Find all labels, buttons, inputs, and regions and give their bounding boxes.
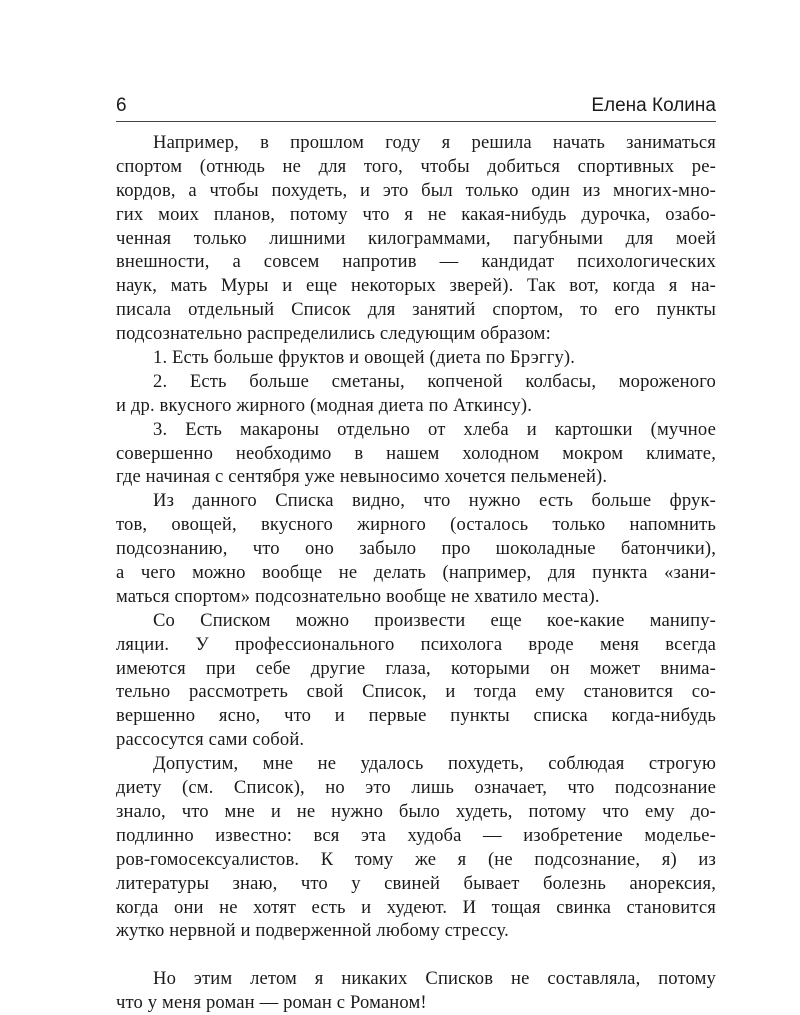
text-line: Но этим летом я никаких Списков не составляла, потому	[153, 968, 716, 990]
paragraph-3	[116, 609, 716, 752]
list-item-1	[116, 346, 716, 370]
text-line: литературы знаю, что у свиней бывает болезнь анорексия,	[116, 872, 716, 894]
header-rule	[116, 121, 716, 122]
text-line: Со Списком можно произвести еще кое-какие манипу-	[153, 609, 716, 631]
text-line: спортом (отнюдь не для того, чтобы добиться спортивных ре-	[116, 155, 716, 177]
text-line: а чего можно вообще не делать (например, для пункта «зани-	[116, 562, 716, 584]
paragraph-1	[116, 131, 716, 346]
text-line: тов, овощей, вкусного жирного (осталось только напомнить	[116, 514, 716, 536]
page-number: 6	[116, 95, 127, 116]
text-line: внешности, а совсем напротив — кандидат психологических	[116, 251, 716, 273]
list-item-2	[116, 370, 716, 418]
text-line: жутко нервной и подверженной любому стрессу.	[116, 920, 509, 942]
text-line: ченная только лишними килограммами, пагубными для моей	[116, 227, 716, 249]
text-line: совершенно необходимо в нашем холодном мокром климате,	[116, 442, 716, 464]
paragraph-2	[116, 489, 716, 608]
text-line: тельно рассмотреть свой Список, и тогда ему становится со-	[116, 681, 716, 703]
text-line: 1. Есть больше фруктов и овощей (диета по Брэггу).	[153, 347, 576, 369]
text-line: подсознательно распределились следующим образом:	[116, 323, 551, 345]
text-line: вершенно ясно, что и первые пункты списка когда-нибудь	[116, 705, 716, 727]
text-line: 3. Есть макароны отдельно от хлеба и картошки (мучное	[153, 418, 716, 440]
section-gap	[116, 943, 716, 967]
body-text	[116, 131, 716, 1015]
text-line: ляции. У профессионального психолога вроде меня всегда	[116, 633, 716, 655]
text-line: что у меня роман — роман с Романом!	[116, 992, 427, 1014]
text-line: рассосутся сами собой.	[116, 729, 305, 751]
text-line: подсознанию, что оно забыло про шоколадные батончики),	[116, 538, 716, 560]
text-line: когда они не хотят есть и худеют. И тощая свинка становится	[116, 896, 716, 918]
text-line: знало, что мне и не нужно было худеть, потому что ему до-	[116, 800, 716, 822]
text-line: ров-гомосексуалистов. К тому же я (не подсознание, я) из	[116, 848, 716, 870]
text-line: маться спортом» подсознательно вообще не хватило места).	[116, 585, 600, 607]
text-line: и др. вкусного жирного (модная диета по Аткинсу).	[116, 394, 533, 416]
text-line: подлинно известно: вся эта худоба — изобретение моделье-	[116, 824, 716, 846]
text-line: наук, мать Муры и еще некоторых зверей). Так вот, когда я на-	[116, 275, 716, 297]
text-line: имеются при себе другие глаза, которыми он может внима-	[116, 657, 716, 679]
text-line: 2. Есть больше сметаны, копченой колбасы, мороженого	[153, 370, 716, 392]
text-line: писала отдельный Список для занятий спортом, то его пункты	[116, 299, 716, 321]
text-line: Допустим, мне не удалось похудеть, соблюдая строгую	[153, 753, 716, 775]
text-line: Из данного Списка видно, что нужно есть больше фрук-	[153, 490, 716, 512]
text-line: гих моих планов, потому что я не какая-нибудь дурочка, озабо-	[116, 203, 716, 225]
text-line: диету (см. Список), но это лишь означает, что подсознание	[116, 777, 716, 799]
text-line: кордов, а чтобы похудеть, и это был только один из многих-мно-	[116, 179, 716, 201]
author-name: Елена Колина	[591, 95, 716, 116]
paragraph-4	[116, 752, 716, 943]
running-head	[116, 94, 716, 118]
text-line: где начиная с сентября уже невыносимо хочется пельменей).	[116, 466, 608, 488]
paragraph-5	[116, 967, 716, 1015]
text-line: Например, в прошлом году я решила начать заниматься	[153, 132, 716, 153]
list-item-3	[116, 418, 716, 490]
